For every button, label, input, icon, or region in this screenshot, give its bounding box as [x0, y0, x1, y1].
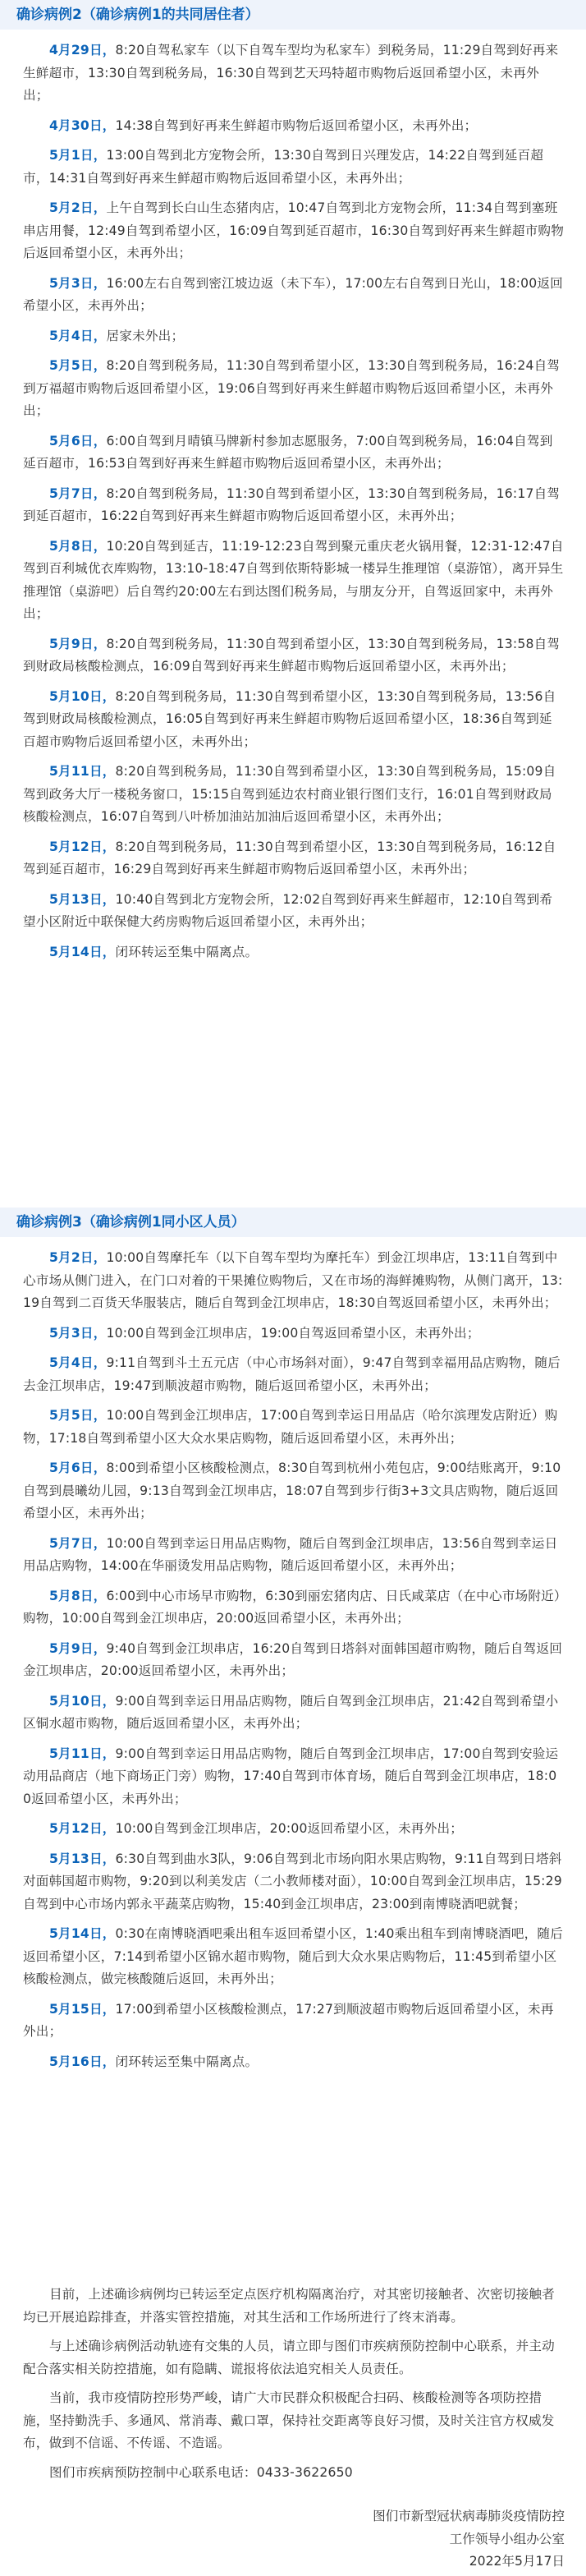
entry-text: 10:00自驾到幸运日用品店购物，随后自驾到金江坝串店，13:56自驾到幸运日用品店购物，14:00在华丽烫发用品店购物，随后返回希望小区，未再外出； [23, 1535, 558, 1573]
entry-date: 5月11日， [49, 764, 116, 779]
closing-section [0, 2284, 586, 2491]
case2-section [0, 0, 586, 971]
entry-date: 5月8日， [49, 1588, 107, 1603]
itinerary-entry [23, 1457, 565, 1525]
itinerary-entry [23, 761, 565, 829]
itinerary-entry [23, 1352, 565, 1397]
itinerary-entry [23, 115, 565, 138]
case2-entry-list [0, 30, 586, 964]
entry-text: 8:20自驾到税务局，11:30自驾到希望小区，13:30自驾到税务局，16:24自驾到万福超市购物后返回希望小区，19:06自驾到好再来生鲜超市购物后返回希望小区，未再外出； [23, 358, 561, 418]
itinerary-entry [23, 273, 565, 318]
entry-date: 5月7日， [49, 485, 107, 501]
entry-date: 5月16日， [49, 2054, 116, 2069]
entry-date: 5月15日， [49, 2001, 116, 2017]
entry-text: 10:00自驾到金江坝串店，20:00返回希望小区，未再外出； [115, 1821, 464, 1836]
entry-date: 5月2日， [49, 200, 107, 215]
entry-text: 13:00自驾到北方宠物会所，13:30自驾到日兴理发店，14:22自驾到延百超市，14:31自驾到好再来生鲜超市购物后返回希望小区，未再外出； [23, 148, 544, 186]
entry-text: 10:00自驾到金江坝串店，17:00自驾到幸运日用品店（哈尔滨理发店附近）购物，17:18自驾到希望小区大众水果店购物，随后返回希望小区，未再外出； [23, 1408, 558, 1446]
entry-date: 5月4日， [49, 328, 107, 343]
itinerary-entry [23, 1247, 565, 1315]
entry-text: 10:00自驾摩托车（以下自驾车型均为摩托车）到金江坝串店，13:11自驾到中心市场从侧门进入，在门口对着的干果摊位购物后，又在市场的海鲜摊购物，从侧门离开，13:19自驾到二百货天华服装店，随后自驾到金江坝串店，18:30自驾返回希望小区，未再外出； [23, 1250, 563, 1310]
entry-text: 6:00自驾到月晴镇马牌新村参加志愿服务，7:00自驾到税务局，16:04自驾到延百超市，16:53自驾到好再来生鲜超市购物后返回希望小区，未再外出； [23, 433, 553, 471]
entry-date: 5月9日， [49, 636, 107, 651]
entry-text: 居家未外出； [106, 328, 185, 343]
itinerary-entry [23, 836, 565, 881]
entry-text: 9:00自驾到幸运日用品店购物，随后自驾到金江坝串店，17:00自驾到安验运动用品商店（地下商场正门旁）购物，17:40自驾到市体育场，随后自驾到金江坝串店，18:00返回希望小区，未再外出； [23, 1746, 559, 1806]
itinerary-entry [23, 633, 565, 678]
entry-date: 5月14日， [49, 1926, 116, 1941]
entry-date: 5月8日， [49, 538, 107, 554]
itinerary-entry [23, 197, 565, 265]
entry-date: 5月5日， [49, 1408, 107, 1423]
entry-date: 5月13日， [49, 891, 116, 907]
entry-text: 6:30自驾到曲水3队，9:06自驾到北市场向阳水果店购物，9:11自驾到日塔斜对面韩国超市购物，9:20到以利美发店（二小教师楼对面），10:00自驾到金江坝串店，15:29自驾到中心市场内郭永平蔬菜店购物，15:40到金江坝串店，23:00到南博晓酒吧就餐； [23, 1851, 562, 1911]
entry-date: 5月11日， [49, 1746, 116, 1761]
entry-date: 5月1日， [49, 148, 107, 163]
entry-date: 5月12日， [49, 1821, 116, 1836]
itinerary-entry [23, 1743, 565, 1811]
entry-text: 16:00左右自驾到密江坡边返（未下车），17:00左右自驾到日光山，18:00返回希望小区，未再外出； [23, 275, 563, 313]
closing-paragraph: 目前，上述确诊病例均已转运至定点医疗机构隔离治疗，对其密切接触者、次密切接触者均已开展追踪排查，并落实管控措施，对其生活和工作场所进行了终末消毒。 [23, 2287, 555, 2325]
itinerary-entry [23, 39, 565, 108]
case2-header: 确诊病例2（确诊病例1的共同居住者） [0, 0, 586, 30]
entry-date: 5月12日， [49, 839, 116, 854]
itinerary-entry [23, 1923, 565, 1991]
entry-text: 17:00到希望小区核酸检测点，17:27到顺波超市购物后返回希望小区，未再外出； [23, 2001, 554, 2039]
case3-entry-list [0, 1237, 586, 2073]
entry-text: 9:00自驾到幸运日用品店购物，随后自驾到金江坝串店，21:42自驾到希望小区铜水超市购物，随后返回希望小区，未再外出； [23, 1693, 559, 1731]
entry-date: 5月9日， [49, 1640, 107, 1656]
itinerary-entry [23, 355, 565, 423]
itinerary-entry [23, 1405, 565, 1450]
entry-text: 6:00到中心市场早市购物，6:30到丽宏猪肉店、日氏咸菜店（在中心市场附近）购物，10:00自驾到金江坝串店，20:00返回希望小区，未再外出； [23, 1588, 561, 1626]
entry-text: 8:20自驾到税务局，11:30自驾到希望小区，13:30自驾到税务局，15:09自驾到政务大厅一楼税务窗口，15:15自驾到延边农村商业银行图们支行，16:01自驾到财政局核酸检测点，16:07自驾到八叶桥加油站加油后返回希望小区，未再外出； [23, 764, 556, 824]
entry-date: 5月10日， [49, 688, 116, 704]
itinerary-entry [23, 1818, 565, 1841]
entry-date: 5月7日， [49, 1535, 107, 1551]
itinerary-entry [23, 686, 565, 754]
entry-text: 闭环转运至集中隔离点。 [115, 944, 259, 959]
contact-phone: 图们市疾病预防控制中心联系电话：0433-3622650 [49, 2464, 353, 2480]
itinerary-entry [23, 1533, 565, 1578]
itinerary-entry [23, 941, 565, 964]
entry-date: 5月13日， [49, 1851, 116, 1866]
entry-text: 闭环转运至集中隔离点。 [115, 2054, 259, 2069]
entry-date: 5月3日， [49, 275, 107, 291]
signature-date: 2022年5月17日 [469, 2554, 565, 2569]
entry-text: 8:20自驾到税务局，11:30自驾到希望小区，13:30自驾到税务局，13:56自驾到财政局核酸检测点，16:05自驾到好再来生鲜超市购物后返回希望小区，18:36自驾到延百超市购物后返回希望小区，未再外出； [23, 688, 556, 749]
entry-date: 5月4日， [49, 1355, 107, 1370]
entry-text: 0:30在南博晓酒吧乘出租车返回希望小区，1:40乘出租车到南博晓酒吧，随后返回希望小区，7:14到希望小区锦水超市购物，随后到大众水果店购物后，11:45到希望小区核酸检测点，做完核酸随后返回，未再外出； [23, 1926, 563, 1986]
signature-org: 图们市新型冠状病毒肺炎疫情防控 [373, 2509, 565, 2523]
entry-date: 5月6日， [49, 433, 107, 448]
entry-date: 5月14日， [49, 944, 116, 959]
itinerary-entry [23, 483, 565, 528]
itinerary-entry [23, 2051, 565, 2074]
entry-text: 10:20自驾到延吉，11:19-12:23自驾到聚元重庆老火锅用餐，12:31-12:47自驾到百利城优衣库购物，13:10-18:47自驾到依斯特影城一楼异生推理馆（桌游馆），离开异生推理馆（桌游吧）后自驾约20:00左右到达图们税务局，与朋友分开，自驾返回家中，未再外出； [23, 538, 564, 621]
entry-text: 14:38自驾到好再来生鲜超市购物后返回希望小区，未再外出； [115, 117, 478, 133]
entry-date: 5月5日， [49, 358, 107, 373]
entry-date: 4月29日， [49, 43, 116, 58]
closing-paragraph: 与上述确诊病例活动轨迹有交集的人员，请立即与图们市疾病预防控制中心联系，并主动配合落实相关防控措施，如有隐瞒、谎报将依法追究相关人员责任。 [23, 2339, 555, 2376]
entry-text: 8:20自驾到税务局，11:30自驾到希望小区，13:30自驾到税务局，16:12自驾到延百超市，16:29自驾到好再来生鲜超市购物后返回希望小区，未再外出； [23, 839, 556, 876]
entry-text: 9:11自驾到斗土五元店（中心市场斜对面），9:47自驾到幸福用品店购物，随后去金江坝串店，19:47到顺波超市购物，随后返回希望小区，未再外出； [23, 1355, 561, 1393]
signature-office: 工作领导小组办公室 [449, 2531, 565, 2546]
entry-text: 8:20自驾到税务局，11:30自驾到希望小区，13:30自驾到税务局，13:58自驾到财政局核酸检测点，16:09自驾到好再来生鲜超市购物后返回希望小区，未再外出； [23, 636, 561, 674]
entry-date: 5月2日， [49, 1250, 107, 1265]
entry-text: 10:40自驾到北方宠物会所，12:02自驾到好再来生鲜超市，12:10自驾到希望小区附近中联保健大药房购物后返回希望小区，未再外出； [23, 891, 553, 929]
signature-block [373, 2505, 565, 2574]
itinerary-entry [23, 1690, 565, 1736]
itinerary-entry [23, 1999, 565, 2044]
itinerary-entry [23, 430, 565, 476]
entry-date: 5月10日， [49, 1693, 116, 1709]
closing-paragraph: 当前，我市疫情防控形势严峻，请广大市民群众积极配合扫码、核酸检测等各项防控措施，坚持勤洗手、多通风、常消毒、戴口罩，保持社交距离等良好习惯，及时关注官方权威发布，做到不信谣、不传谣、不造谣。 [23, 2390, 555, 2450]
entry-text: 8:20自驾到税务局，11:30自驾到希望小区，13:30自驾到税务局，16:17自驾到延百超市，16:22自驾到好再来生鲜超市购物后返回希望小区，未再外出； [23, 485, 561, 523]
itinerary-entry [23, 1322, 565, 1346]
entry-text: 10:00自驾到金江坝串店，19:00自驾返回希望小区，未再外出； [106, 1325, 480, 1341]
entry-date: 5月6日， [49, 1460, 107, 1475]
entry-text: 8:20自驾私家车（以下自驾车型均为私家车）到税务局，11:29自驾到好再来生鲜超市，13:30自驾到税务局，16:30自驾到艺天玛特超市购物后返回希望小区，未再外出； [23, 43, 559, 103]
itinerary-entry [23, 536, 565, 626]
entry-date: 5月3日， [49, 1325, 107, 1341]
itinerary-entry [23, 1585, 565, 1631]
itinerary-entry [23, 1638, 565, 1683]
entry-text: 上午自驾到长白山生态猪肉店，10:47自驾到北方宠物会所，11:34自驾到塞班串店用餐，12:49自驾到希望小区，16:09自驾到延百超市，16:30自驾到好再来生鲜超市购物后返回希望小区，未再外出； [23, 200, 565, 260]
entry-text: 9:40自驾到金江坝串店，16:20自驾到日塔斜对面韩国超市购物，随后自驾返回金江坝串店，20:00返回希望小区，未再外出； [23, 1640, 563, 1678]
itinerary-entry [23, 889, 565, 934]
case3-header: 确诊病例3（确诊病例1同小区人员） [0, 1208, 586, 1237]
itinerary-entry [23, 325, 565, 348]
itinerary-entry [23, 1848, 565, 1916]
entry-text: 8:00到希望小区核酸检测点，8:30自驾到杭州小苑包店，9:00结账离开，9:10自驾到晨曦幼儿园，9:13自驾到金江坝串店，18:07自驾到步行街3+3文具店购物，随后返回希望小区，未再外出； [23, 1460, 561, 1520]
case3-section [0, 1208, 586, 2081]
entry-date: 4月30日， [49, 117, 116, 133]
itinerary-entry [23, 145, 565, 190]
